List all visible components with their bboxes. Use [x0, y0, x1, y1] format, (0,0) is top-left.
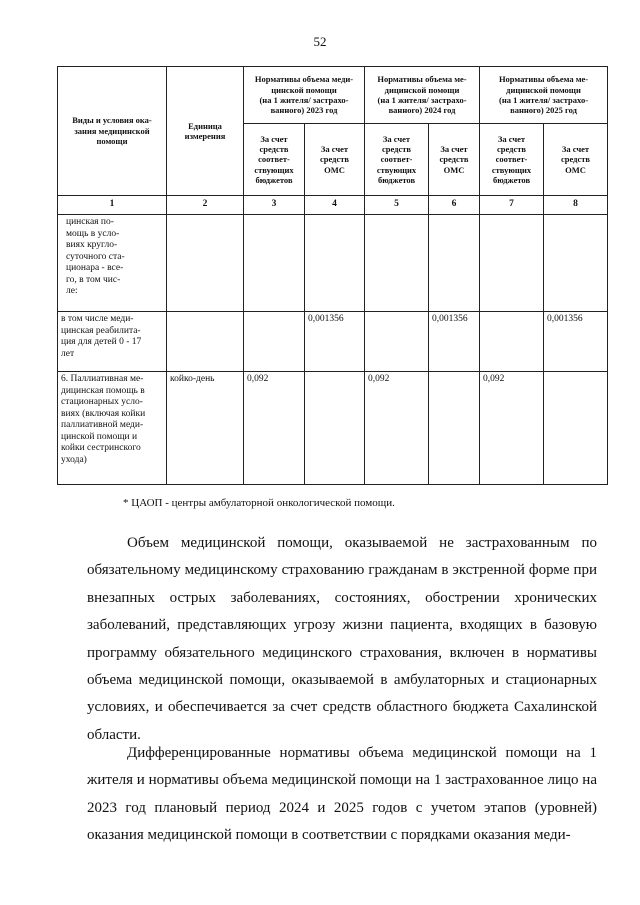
cell-value [305, 372, 365, 485]
cell-value [244, 215, 305, 312]
header-unit: Единица измерения [167, 67, 244, 196]
cell-value: 0,092 [244, 372, 305, 485]
cell-value [544, 372, 608, 485]
cell-value [244, 312, 305, 372]
cell-value [429, 215, 480, 312]
row-unit [167, 312, 244, 372]
header-budget-2025: За счет средств соответ- ствующих бюджетов [480, 124, 544, 196]
cell-value: 0,092 [480, 372, 544, 485]
cell-value [429, 372, 480, 485]
table-row [58, 372, 608, 485]
header-budget-2023: За счет средств соответ- ствующих бюджетов [244, 124, 305, 196]
header-group-2025: Нормативы объема ме- дицинской помощи (на 1 жителя/ застрахо- ванного) 2025 год [480, 67, 608, 124]
row-label: 6. Паллиативная ме- дицинская помощь в стационарных усло- виях (включая койки паллиативной меди- цинской помощи и койки сестринского ухода) [58, 372, 167, 485]
footnote: * ЦАОП - центры амбулаторной онкологической помощи. [123, 497, 395, 509]
header-group-2023: Нормативы объема меди- цинской помощи (на 1 жителя/ застрахо- ванного) 2023 год [244, 67, 365, 124]
row-unit: койко-день [167, 372, 244, 485]
row-label: цинская по- мощь в усло- виях кругло- суточного ста- ционара - все- го, в том чис- ле: [58, 215, 167, 312]
column-number: 6 [429, 196, 480, 215]
header-group-2024: Нормативы объема ме- дицинской помощи (на 1 жителя/ застрахо- ванного) 2024 год [365, 67, 480, 124]
cell-value [365, 215, 429, 312]
paragraph-text: Объем медицинской помощи, оказываемой не застрахованным по обязательному медицинскому страхованию гражданам в экстренной форме при внезапных острых заболеваниях, состояниях, обострении хронических заболеваний, представляющих угрозу жизни пациента, входящих в базовую программу обязательного медицинского страхования, включен в нормативы объема медицинской помощи, оказываемой в амбулаторных и стационарных условиях, и обеспечивается за счет средств областного бюджета Сахалинской области. [87, 535, 597, 743]
header-oms-2025: За счет средств ОМС [544, 124, 608, 196]
cell-value [305, 215, 365, 312]
cell-value: 0,001356 [429, 312, 480, 372]
cell-value [480, 215, 544, 312]
paragraph [87, 530, 597, 749]
row-unit [167, 215, 244, 312]
column-number: 1 [58, 196, 167, 215]
header-types-and-conditions: Виды и условия ока- зания медицинской помощи [58, 67, 167, 196]
paragraph-text: Дифференцированные нормативы объема медицинской помощи на 1 жителя и нормативы объема медицинской помощи на 1 застрахованное лицо на 2023 год плановый период 2024 и 2025 годов с учетом этапов (уровней) оказания медицинской помощи в соответствии с порядками оказания меди- [87, 745, 597, 844]
header-oms-2024: За счет средств ОМС [429, 124, 480, 196]
cell-value: 0,001356 [544, 312, 608, 372]
table-row [58, 215, 608, 312]
cell-value: 0,092 [365, 372, 429, 485]
column-number: 7 [480, 196, 544, 215]
column-number: 3 [244, 196, 305, 215]
row-label: в том числе меди- цинская реабилита- ция для детей 0 - 17 лет [58, 312, 167, 372]
cell-value [544, 215, 608, 312]
norms-table [57, 66, 608, 485]
header-budget-2024: За счет средств соответ- ствующих бюджетов [365, 124, 429, 196]
column-number: 8 [544, 196, 608, 215]
column-number: 5 [365, 196, 429, 215]
column-number: 4 [305, 196, 365, 215]
table-row [58, 312, 608, 372]
cell-value: 0,001356 [305, 312, 365, 372]
cell-value [480, 312, 544, 372]
paragraph [87, 740, 597, 850]
page-number: 52 [313, 34, 327, 49]
column-number: 2 [167, 196, 244, 215]
header-oms-2023: За счет средств ОМС [305, 124, 365, 196]
cell-value [365, 312, 429, 372]
